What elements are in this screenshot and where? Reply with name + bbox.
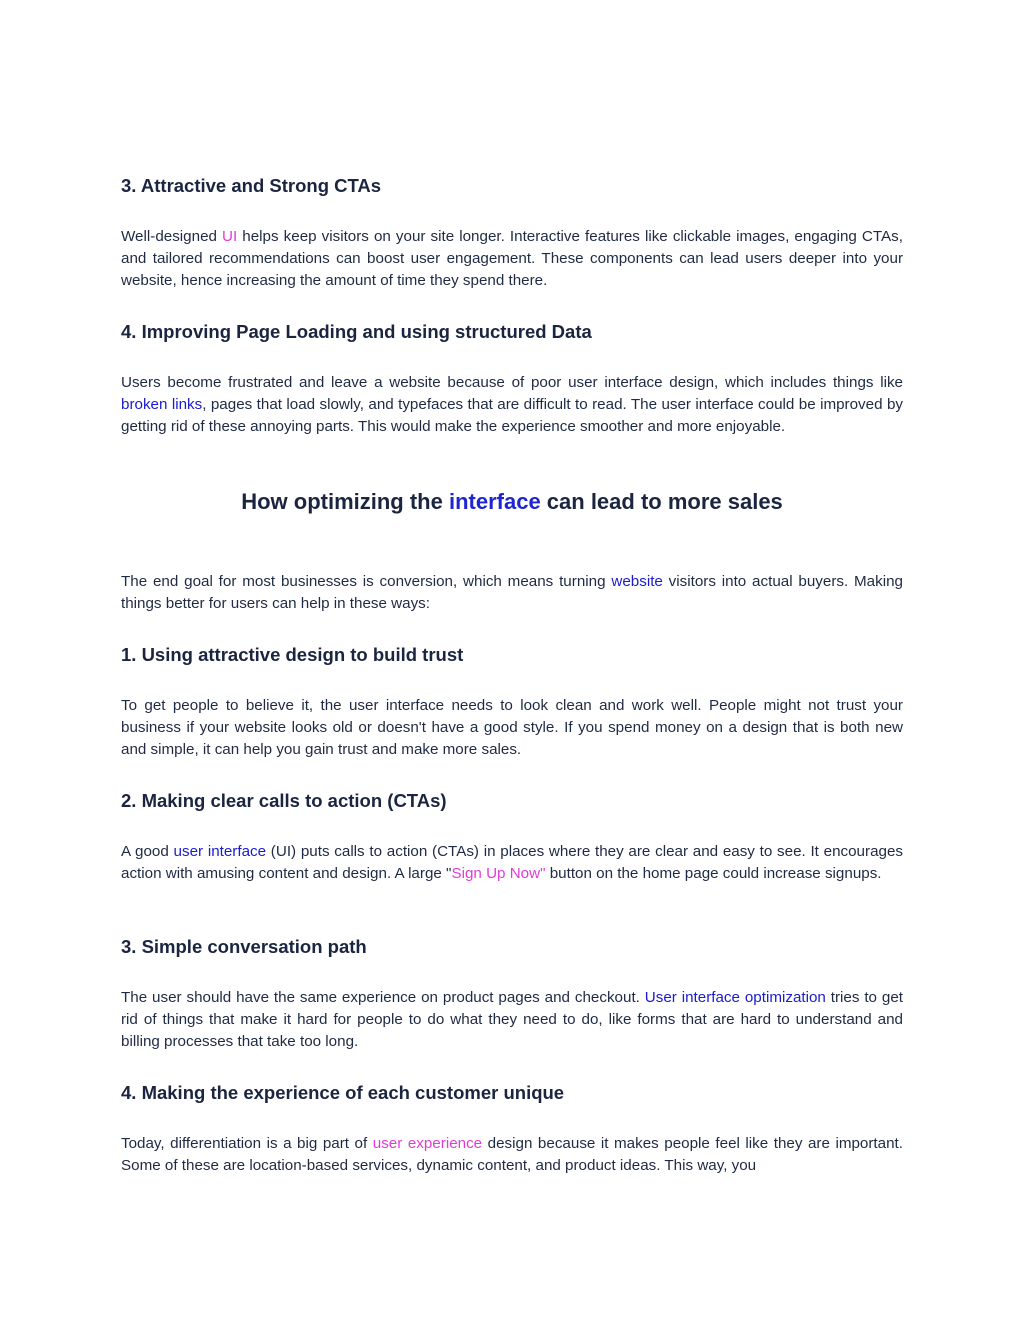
link-ui[interactable]: UI — [222, 228, 238, 245]
heading-unique-experience: 4. Making the experience of each customer unique — [121, 1082, 565, 1103]
text-run: The user should have the same experience on product pages and checkout. — [121, 989, 645, 1006]
paragraph-clear-ctas — [121, 841, 903, 885]
paragraph-unique-experience — [121, 1133, 903, 1177]
text-run: Users become frustrated and leave a website because of poor user interface design, which includes things like — [121, 374, 903, 391]
paragraph-build-trust: To get people to believe it, the user interface needs to look clean and work well. People might not trust your business if your website looks old or doesn't have a good style. If you spend money on a design that is both new and simple, it can help you gain trust and make more sales. — [121, 697, 903, 759]
text-run: Today, differentiation is a big part of — [121, 1135, 373, 1152]
paragraph-conversion — [121, 571, 903, 615]
text-run: tries to get rid of things that make it hard for people to do what they need to do, like forms that are hard to understand and billing processes that take too long. — [121, 989, 903, 1051]
text-run: can lead to more sales — [540, 489, 783, 514]
paragraph-attractive-ctas — [121, 226, 903, 293]
text-run: design because it makes people feel like they are important. Some of these are location-based services, dynamic content, and product ideas. This way, you — [121, 1135, 903, 1175]
link-sign-up-now[interactable]: Sign Up Now" — [451, 865, 546, 883]
heading-attractive-ctas: 3. Attractive and Strong CTAs — [121, 175, 382, 196]
text-run: The end goal for most businesses is conversion, which means turning — [121, 573, 612, 590]
link-interface[interactable]: interface — [448, 489, 541, 514]
heading-build-trust: 1. Using attractive design to build trust — [121, 644, 464, 665]
main-heading — [121, 488, 903, 516]
link-broken-links[interactable]: broken links — [121, 396, 203, 414]
paragraph-page-loading — [121, 372, 903, 439]
text-run: How optimizing the — [241, 489, 449, 514]
text-run: button on the home page could increase signups. — [545, 865, 882, 883]
link-user-experience[interactable]: user experience — [372, 1135, 483, 1152]
heading-clear-ctas: 2. Making clear calls to action (CTAs) — [121, 790, 447, 811]
link-website[interactable]: website — [611, 573, 663, 590]
link-user-interface[interactable]: user interface — [173, 843, 267, 860]
heading-conversation-path: 3. Simple conversation path — [121, 936, 367, 957]
text-run: Well-designed — [121, 228, 223, 245]
text-run: visitors into actual buyers. Making things better for users can help in these ways: — [121, 573, 903, 613]
heading-page-loading: 4. Improving Page Loading and using structured Data — [121, 321, 592, 342]
text-run: A good — [121, 843, 174, 860]
link-ui-optimization[interactable]: User interface optimization — [644, 989, 826, 1006]
paragraph-conversation-path — [121, 987, 903, 1054]
text-run: , pages that load slowly, and typefaces that are difficult to read. The user interface could be improved by getting rid of these annoying parts. This would make the experience smoother and more enjoyable. — [121, 396, 903, 436]
text-run: (UI) puts calls to action (CTAs) in places where they are clear and easy to see. It encourages action with amusing content and design. A large " — [121, 843, 903, 883]
text-run: helps keep visitors on your site longer. Interactive features like clickable images, engaging CTAs, and tailored recommendations can boost user engagement. These components can lead users deeper into your website, hence increasing the amount of time they spend there. — [121, 228, 903, 290]
